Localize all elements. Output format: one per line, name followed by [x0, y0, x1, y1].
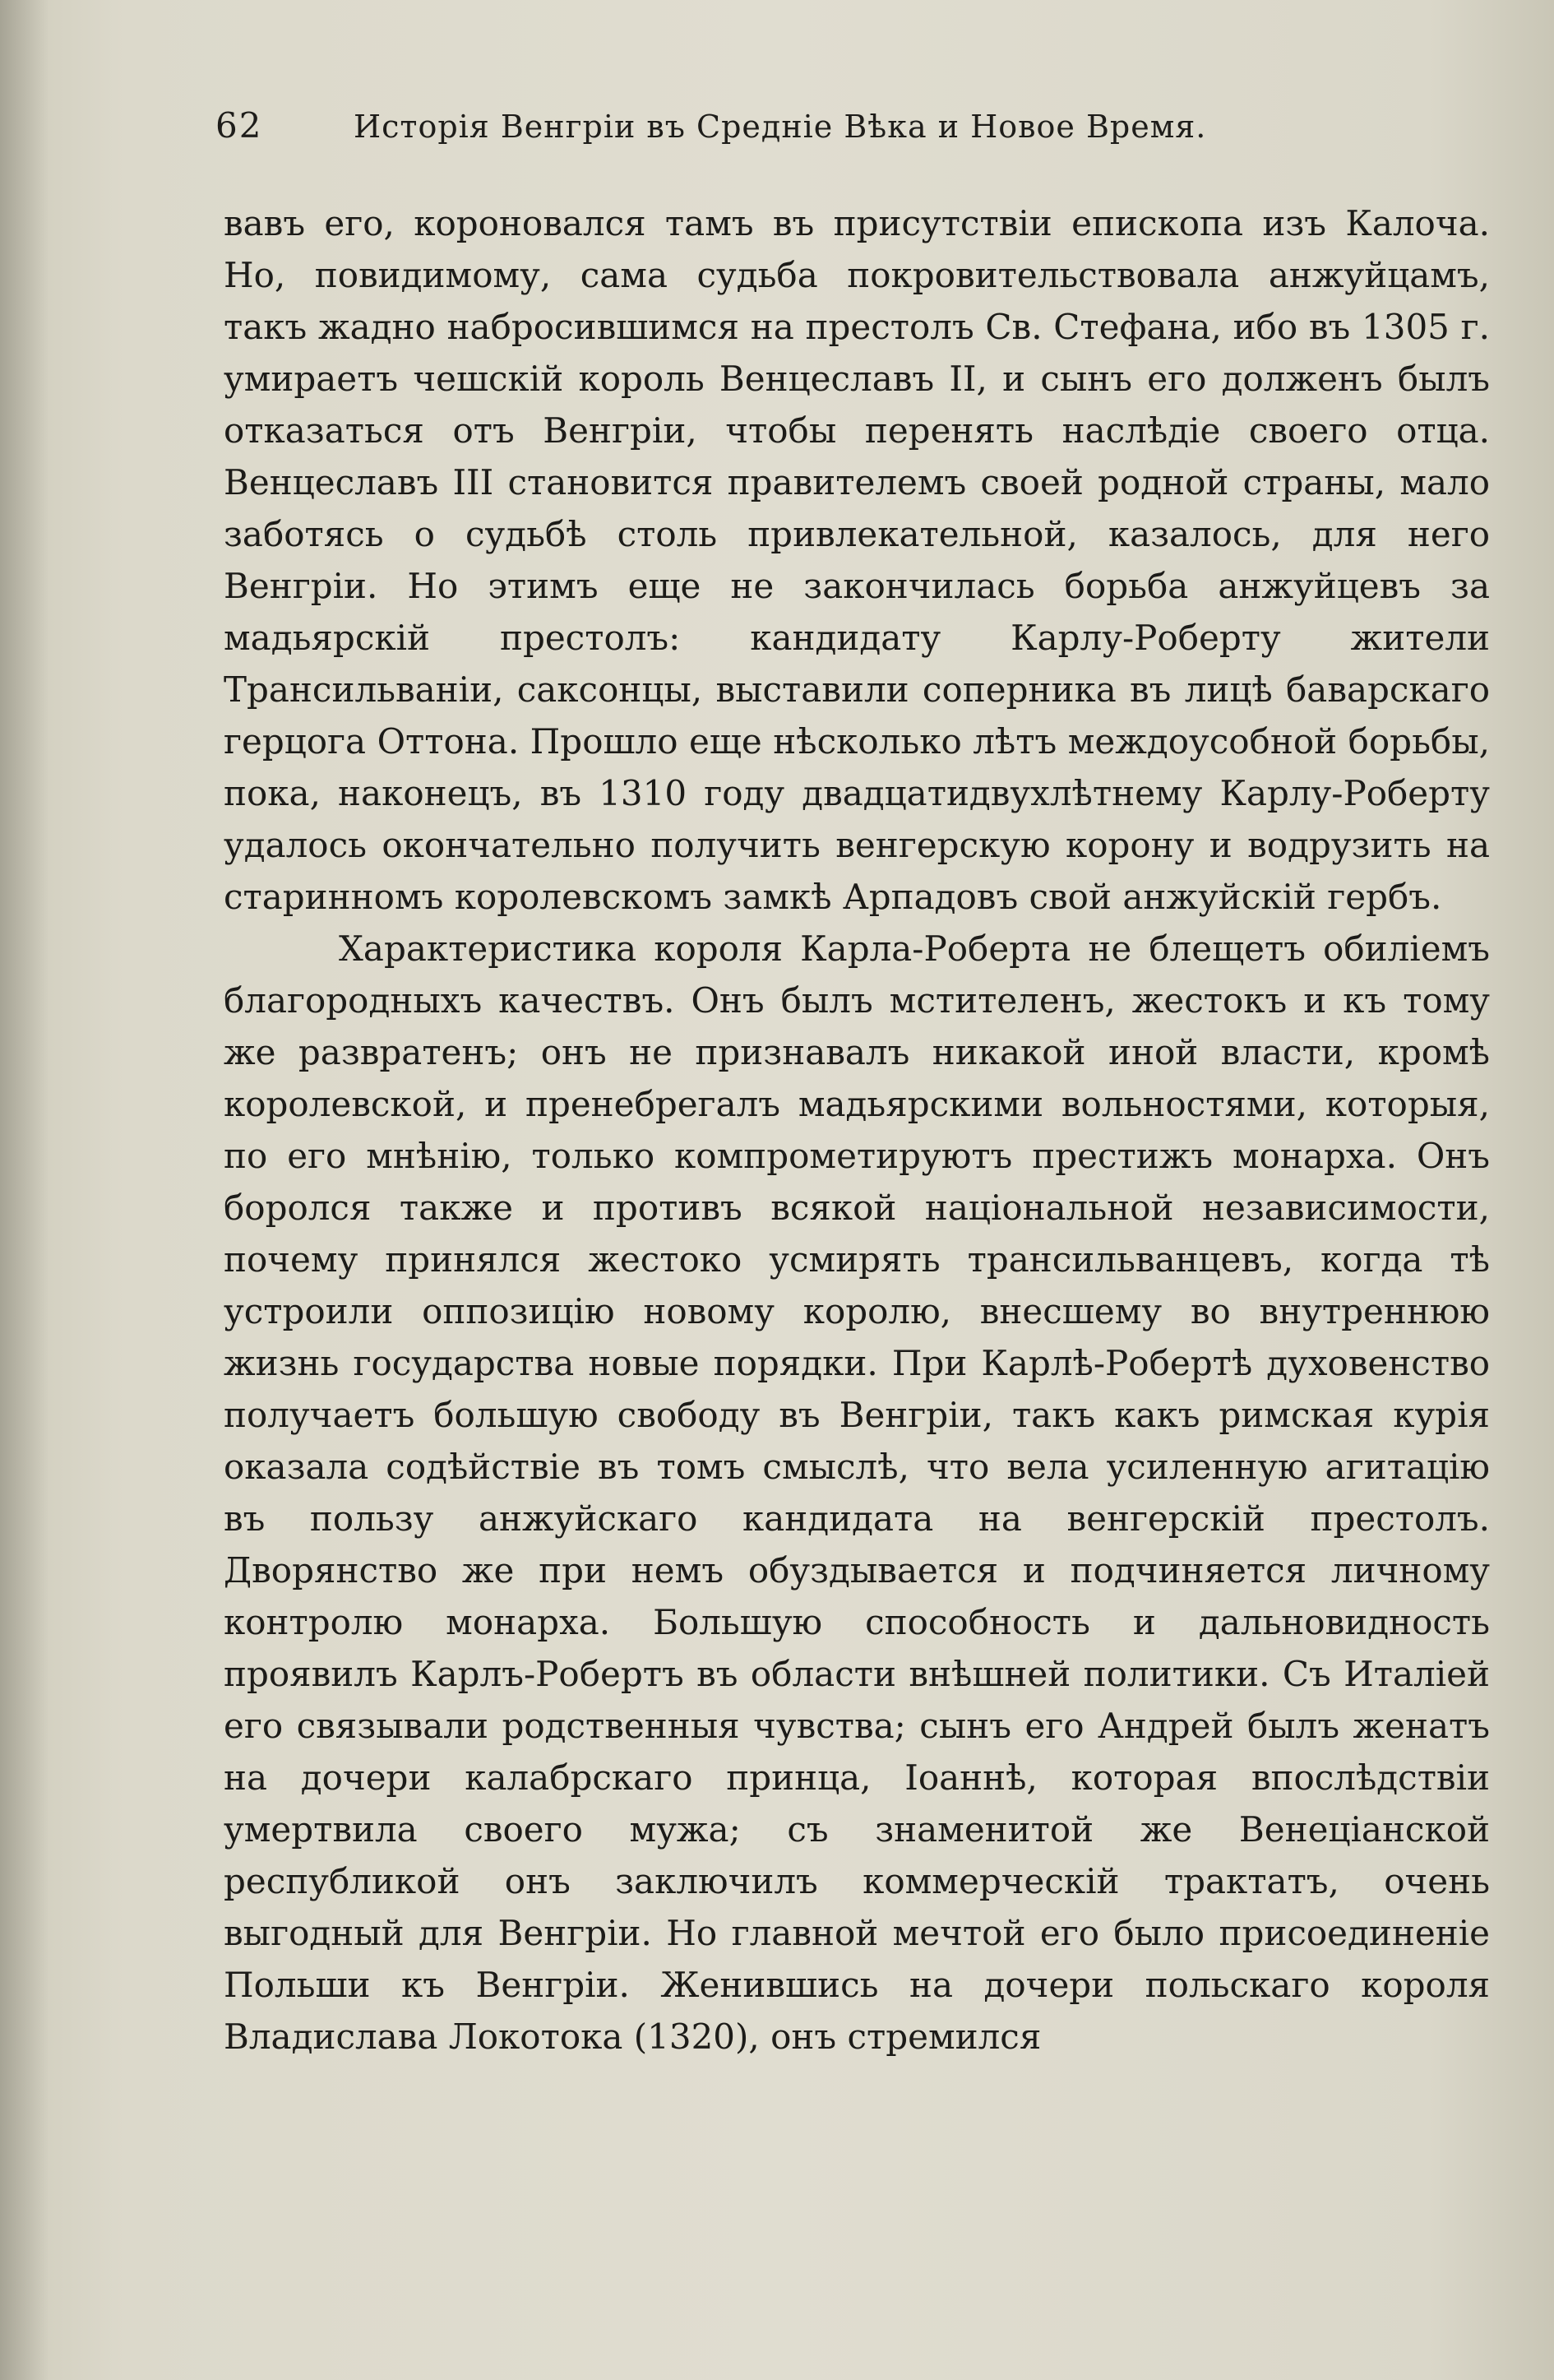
- page-number: 62: [215, 105, 263, 146]
- running-head: Исторія Венгріи въ Средніе Вѣка и Новое Время.: [354, 109, 1207, 145]
- page-header: [215, 105, 1342, 163]
- binding-shadow: [0, 0, 49, 2380]
- paragraph-2: Характеристика короля Карла-Роберта не блещетъ обиліемъ благородныхъ качествъ. Онъ былъ мстителенъ, жестокъ и къ тому же развратенъ; онъ не признавалъ никакой иной власти, кромѣ королевской, и пренебрегалъ мадьярскими вольностями, которыя, по его мнѣнію, только компрометируютъ престижъ монарха. Онъ боролся также и противъ всякой національной независимости, почему принялся жестоко усмирять трансильванцевъ, когда тѣ устроили оппозицію новому королю, внесшему во внутреннюю жизнь государства новые порядки. При Карлѣ-Робертѣ духовенство получаетъ большую свободу въ Венгріи, такъ какъ римская курія оказала содѣйствіе въ томъ смыслѣ, что вела усиленную агитацію въ пользу анжуйскаго кандидата на венгерскій престолъ. Дворянство же при немъ обуздывается и подчиняется личному контролю монарха. Большую способность и дальновидность проявилъ Карлъ-Робертъ въ области внѣшней политики. Съ Италіей его связывали родственныя чувства; сынъ его Андрей былъ женатъ на дочери калабрскаго принца, Іоаннѣ, которая впослѣдствіи умертвила своего мужа; съ знаменитой же Венеціанской республикой онъ заключилъ коммерческій трактатъ, очень выгодный для Венгріи. Но главной мечтой его было присоединеніе Польши къ Венгріи. Женившись на дочери польскаго короля Владислава Локотока (1320), онъ стремился: [224, 928, 1490, 2057]
- body-text: [224, 197, 1490, 2063]
- paragraph-1: вавъ его, короновался тамъ въ присутствіи епископа изъ Калоча. Но, повидимому, сама судьба покровительствовала анжуйцамъ, такъ жадно набросившимся на престолъ Св. Стефана, ибо въ 1305 г. умираетъ чешскій король Венцеславъ II, и сынъ его долженъ былъ отказаться отъ Венгріи, чтобы перенять наслѣдіе своего отца. Венцеславъ III становится правителемъ своей родной страны, мало заботясь о судьбѣ столь привлекательной, казалось, для него Венгріи. Но этимъ еще не закончилась борьба анжуйцевъ за мадьярскій престолъ: кандидату Карлу-Роберту жители Трансильваніи, саксонцы, выставили соперника въ лицѣ баварскаго герцога Оттона. Прошло еще нѣсколько лѣтъ междоусобной борьбы, пока, наконецъ, въ 1310 году двадцатидвухлѣтнему Карлу-Роберту удалось окончательно получить венгерскую корону и водрузить на старинномъ королевскомъ замкѣ Арпадовъ свой анжуйскій гербъ.: [224, 203, 1490, 917]
